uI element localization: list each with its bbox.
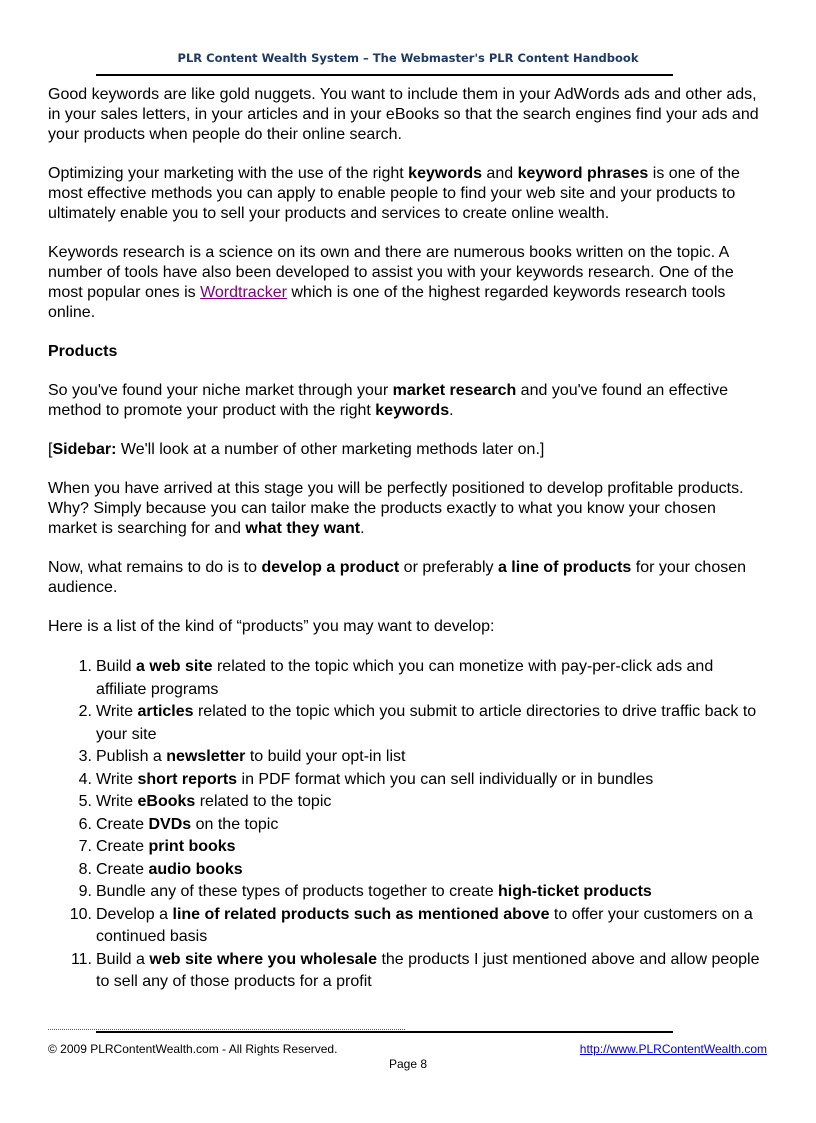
bold-keywords-2: keywords bbox=[375, 402, 450, 419]
bold-what-they-want: what they want bbox=[245, 520, 361, 537]
paragraph-keywords-gold: Good keywords are like gold nuggets. You want to include them in your AdWords ads and other ads, in your sales letters, in your articles and in your eBooks so that the search engines find your ads and your products when people do their online search. bbox=[48, 86, 759, 143]
list-number: 1. bbox=[78, 658, 92, 675]
list-item: 1. Build a web site related to the topic which you can monetize with pay-per-click ads and affiliate programs bbox=[48, 656, 768, 701]
document-body bbox=[48, 85, 768, 994]
list-item: 4. Write short reports in PDF format which you can sell individually or in bundles bbox=[48, 769, 768, 792]
header-divider bbox=[96, 74, 673, 76]
section-heading-products: Products bbox=[48, 343, 118, 360]
wordtracker-link[interactable]: Wordtracker bbox=[200, 284, 287, 301]
list-number: 5. bbox=[78, 793, 92, 810]
list-number: 9. bbox=[78, 883, 92, 900]
paragraph-niche-market: So you've found your niche market through your market research and you've found an effective method to promote your product with the right keywords. bbox=[48, 382, 729, 419]
list-number: 2. bbox=[78, 703, 92, 720]
paragraph-optimizing: Optimizing your marketing with the use of the right keywords and keyword phrases is one of the most effective methods you can apply to enable people to find your web site and your products to ultimately enable you to sell your products and services to create online wealth. bbox=[48, 165, 740, 222]
list-item: 5. Write eBooks related to the topic bbox=[48, 791, 768, 814]
footer-copyright: © 2009 PLRContentWealth.com - All Rights Reserved. bbox=[48, 1042, 338, 1056]
bold-sidebar: Sidebar: bbox=[52, 441, 117, 458]
list-item: 3. Publish a newsletter to build your opt-in list bbox=[48, 746, 768, 769]
list-number: 3. bbox=[78, 748, 92, 765]
paragraph-profitable-products: When you have arrived at this stage you will be perfectly positioned to develop profitable products. Why? Simply because you can tailor make the products exactly to what you know your chosen market is searching for and what they want. bbox=[48, 480, 744, 537]
list-item: 2. Write articles related to the topic which you submit to article directories to drive traffic back to your site bbox=[48, 701, 768, 746]
list-item: 10. Develop a line of related products such as mentioned above to offer your customers on a continued basis bbox=[48, 904, 768, 949]
paragraph-keywords-research: Keywords research is a science on its own and there are numerous books written on the topic. A number of tools have also been developed to assist you with your keywords research. One of the most popular ones is Wordtracker which is one of the highest regarded keywords research tools online. bbox=[48, 244, 734, 321]
list-item: 9. Bundle any of these types of products together to create high-ticket products bbox=[48, 881, 768, 904]
list-number: 6. bbox=[78, 815, 92, 833]
page-header-title: PLR Content Wealth System – The Webmaster's PLR Content Handbook bbox=[177, 51, 639, 65]
list-number: 8. bbox=[78, 860, 92, 878]
bold-develop-a-product: develop a product bbox=[261, 559, 400, 576]
list-item: 6. Create DVDs on the topic bbox=[48, 814, 768, 837]
paragraph-sidebar-note: [Sidebar: We'll look at a number of other marketing methods later on.] bbox=[48, 441, 545, 458]
footer-dotted-line bbox=[48, 1029, 405, 1030]
list-item: 7. Create print books bbox=[48, 836, 768, 859]
page-number: Page 8 bbox=[388, 1057, 428, 1071]
paragraph-list-intro: Here is a list of the kind of “products” you may want to develop: bbox=[48, 618, 495, 635]
footer-website-link[interactable]: http://www.PLRContentWealth.com bbox=[579, 1042, 767, 1056]
footer-divider bbox=[96, 1031, 673, 1033]
list-number: 7. bbox=[78, 838, 92, 855]
bold-keywords: keywords bbox=[408, 165, 482, 182]
product-list bbox=[48, 656, 768, 994]
list-item: 11. Build a web site where you wholesale the products I just mentioned above and allow people to sell any of those products for a profit bbox=[48, 949, 768, 994]
paragraph-develop-product: Now, what remains to do is to develop a product or preferably a line of products for your chosen audience. bbox=[48, 559, 747, 596]
list-number: 11. bbox=[70, 950, 92, 968]
list-number: 4. bbox=[78, 770, 92, 788]
bold-line-of-products: a line of products bbox=[497, 559, 632, 576]
bold-keyword-phrases: keyword phrases bbox=[517, 165, 649, 182]
list-item: 8. Create audio books bbox=[48, 859, 768, 882]
bold-market-research: market research bbox=[392, 382, 517, 399]
list-number: 10. bbox=[69, 905, 92, 923]
